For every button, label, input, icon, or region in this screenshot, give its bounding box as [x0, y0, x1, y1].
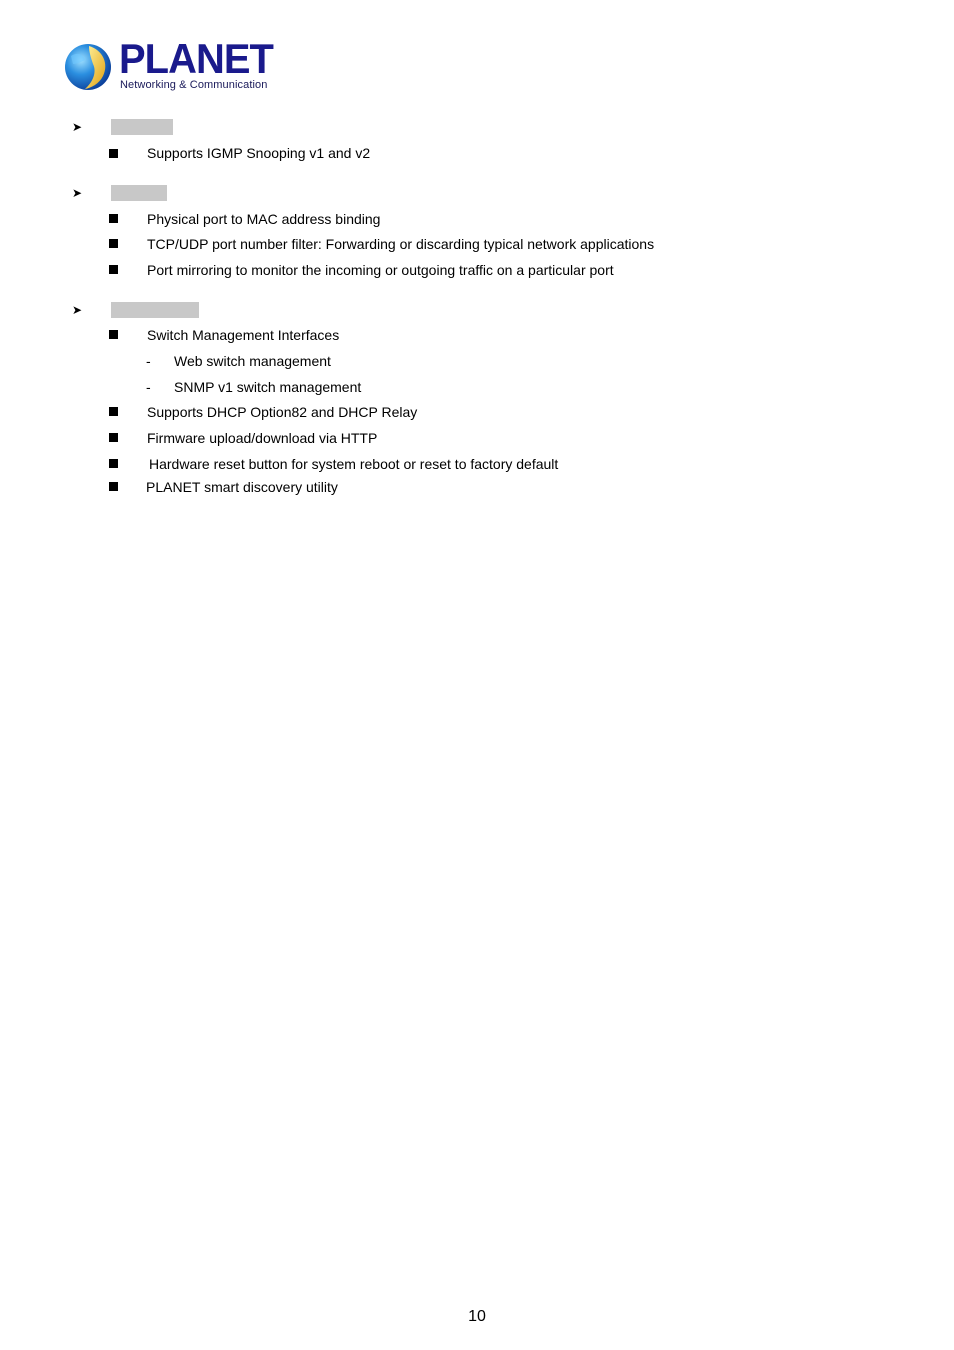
square-bullet-icon: [109, 239, 118, 248]
section-heading-label: [111, 302, 199, 318]
arrowhead-bullet-icon: ➤: [72, 186, 83, 200]
list-item: Switch Management Interfaces: [147, 327, 340, 343]
square-bullet-icon: [109, 459, 118, 468]
square-bullet-icon: [109, 482, 118, 491]
planet-logo: [63, 35, 273, 96]
list-item: Hardware reset button for system reboot or reset to factory default: [149, 456, 559, 472]
arrowhead-bullet-icon: ➤: [72, 303, 83, 317]
logo-wordmark: PLANET: [119, 35, 273, 82]
dash-bullet-icon: -: [146, 379, 151, 395]
logo-tagline: Networking & Communication: [120, 79, 268, 91]
square-bullet-icon: [109, 214, 118, 223]
square-bullet-icon: [109, 330, 118, 339]
list-item: Supports IGMP Snooping v1 and v2: [147, 145, 371, 161]
list-item: PLANET smart discovery utility: [146, 479, 338, 495]
dash-bullet-icon: -: [146, 353, 151, 369]
list-item: Firmware upload/download via HTTP: [147, 430, 378, 446]
globe-icon: [63, 42, 113, 92]
section-heading-label: [111, 119, 173, 135]
list-item: Supports DHCP Option82 and DHCP Relay: [147, 404, 418, 420]
arrowhead-bullet-icon: ➤: [72, 120, 83, 134]
list-item: Physical port to MAC address binding: [147, 211, 381, 227]
square-bullet-icon: [109, 407, 118, 416]
sub-list-item: Web switch management: [174, 353, 331, 369]
sub-list-item: SNMP v1 switch management: [174, 379, 362, 395]
square-bullet-icon: [109, 265, 118, 274]
page-number: 10: [468, 1308, 486, 1325]
list-item: TCP/UDP port number filter: Forwarding or discarding typical network applications: [147, 236, 655, 252]
list-item: Port mirroring to monitor the incoming or outgoing traffic on a particular port: [147, 262, 614, 278]
square-bullet-icon: [109, 149, 118, 158]
section-heading-label: [111, 185, 167, 201]
square-bullet-icon: [109, 433, 118, 442]
